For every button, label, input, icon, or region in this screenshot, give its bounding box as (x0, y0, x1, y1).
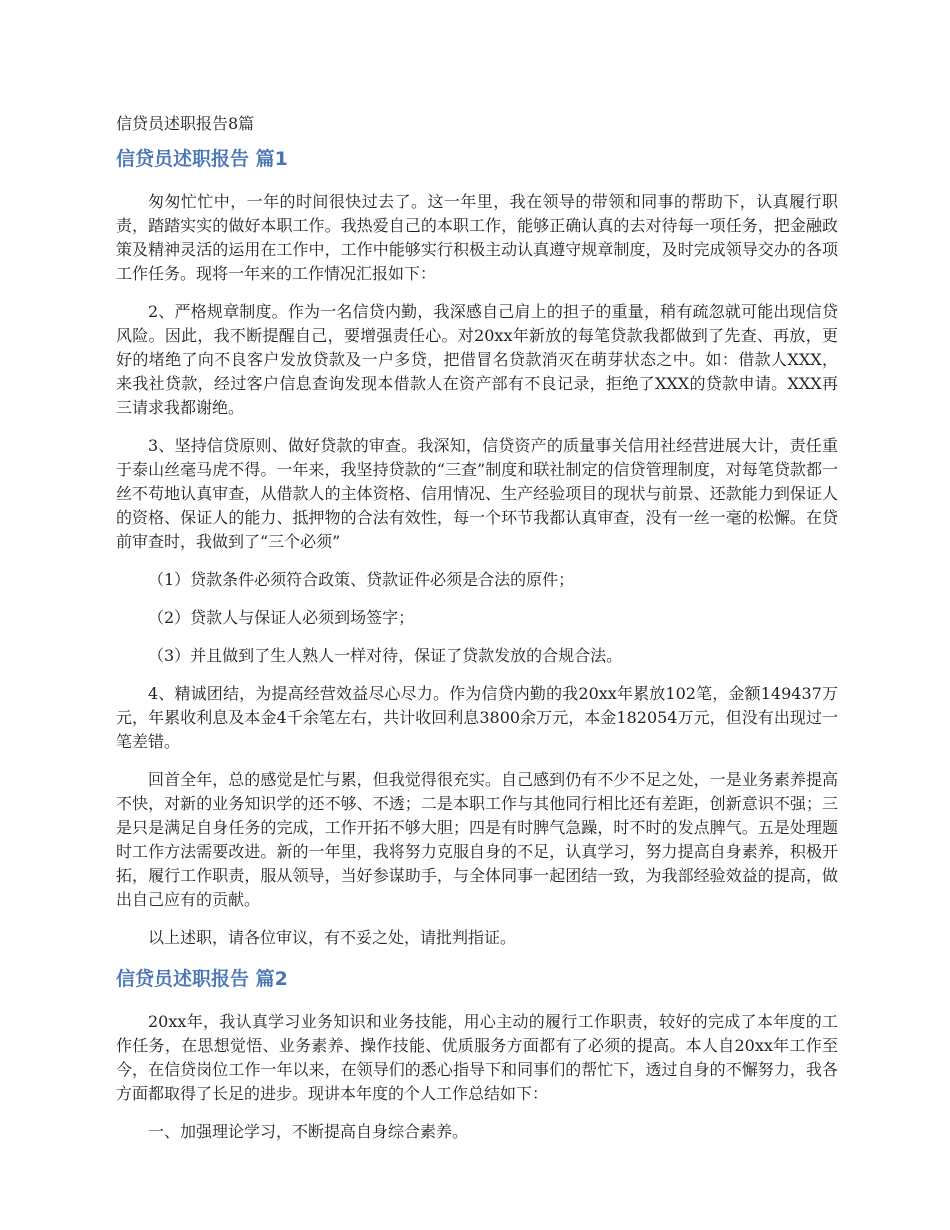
section-1-paragraph-results: 4、精诚团结，为提高经营效益尽心尽力。作为信贷内勤的我20xx年累放102笔，金额149437万元，年累收利息及本金4千余笔左右，共计收回利息3800余万元，本金182054万元，但没有出现过一笔差错。 (116, 684, 838, 751)
list-item-requirement-2: （2）贷款人与保证人必须到场签字； (148, 608, 415, 627)
document-page (116, 112, 838, 1158)
section-heading-2: 信贷员述职报告 篇2 (116, 968, 288, 990)
section-1-paragraph-review: 3、坚持信贷原则、做好贷款的审查。我深知，信贷资产的质量事关信用社经营进展大计，责任重于泰山丝毫马虎不得。一年来，我坚持贷款的“三查”制度和联社制定的信贷管理制度，对每笔贷款都一丝不苟地认真审查，从借款人的主体资格、信用情况、生产经验项目的现状与前景、还款能力到保证人的资格、保证人的能力、抵押物的合法有效性，每一个环节我都认真审查，没有一丝一毫的松懈。在贷前审查时，我做到了“三个必须” (116, 436, 838, 551)
section-1-paragraph-reflection: 回首全年，总的感觉是忙与累，但我觉得很充实。自己感到仍有不少不足之处，一是业务素养提高不快，对新的业务知识学的还不够、不透；二是本职工作与其他同行相比还有差距，创新意识不强；三是只是满足自身任务的完成，工作开拓不够大胆；四是有时脾气急躁，时不时的发点脾气。五是处理题时工作方法需要改进。新的一年里，我将努力克服自身的不足，认真学习，努力提高自身素养，积极开拓，履行工作职责，服从领导，当好参谋助手，与全体同事一起团结一致，为我部经验效益的提高，做出自己应有的贡献。 (116, 770, 838, 909)
list-item-requirement-1: （1）贷款条件必须符合政策、贷款证件必须是合法的原件； (148, 570, 575, 589)
section-1-paragraph-intro: 匆匆忙忙中，一年的时间很快过去了。这一年里，我在领导的带领和同事的帮助下，认真履行职责，踏踏实实的做好本职工作。我热爱自己的本职工作，能够正确认真的去对待每一项任务，把金融政策及精神灵活的运用在工作中，工作中能够实行积极主动认真遵守规章制度，及时完成领导交办的各项工作任务。现将一年来的工作情况汇报如下： (116, 192, 838, 283)
section-heading-1: 信贷员述职报告 篇1 (116, 148, 288, 170)
section-1-paragraph-closing: 以上述职，请各位审议，有不妥之处，请批判指证。 (148, 928, 517, 947)
list-item-requirement-3: （3）并且做到了生人熟人一样对待，保证了贷款发放的合规合法。 (148, 646, 623, 665)
section-2-paragraph-point-1: 一、加强理论学习，不断提高自身综合素养。 (148, 1122, 469, 1141)
section-2-paragraph-intro: 20xx年，我认真学习业务知识和业务技能，用心主动的履行工作职责，较好的完成了本年度的工作任务，在思想觉悟、业务素养、操作技能、优质服务方面都有了必须的提高。本人自20xx年工作至今，在信贷岗位工作一年以来，在领导们的悉心指导下和同事们的帮忙下，透过自身的不懈努力，我各方面都取得了长足的进步。现讲本年度的个人工作总结如下： (116, 1012, 838, 1103)
section-1-paragraph-rules: 2、严格规章制度。作为一名信贷内勤，我深感自己肩上的担子的重量，稍有疏忽就可能出现信贷风险。因此，我不断提醒自己，要增强责任心。对20xx年新放的每笔贷款我都做到了先查、再放，更好的堵绝了向不良客户发放贷款及一户多贷，把借冒名贷款消灭在萌芽状态之中。如：借款人XXX，来我社贷款，经过客户信息查询发现本借款人在资产部有不良记录，拒绝了XXX的贷款申请。XXX再三请求我都谢绝。 (116, 302, 838, 417)
document-title: 信贷员述职报告8篇 (116, 114, 255, 133)
